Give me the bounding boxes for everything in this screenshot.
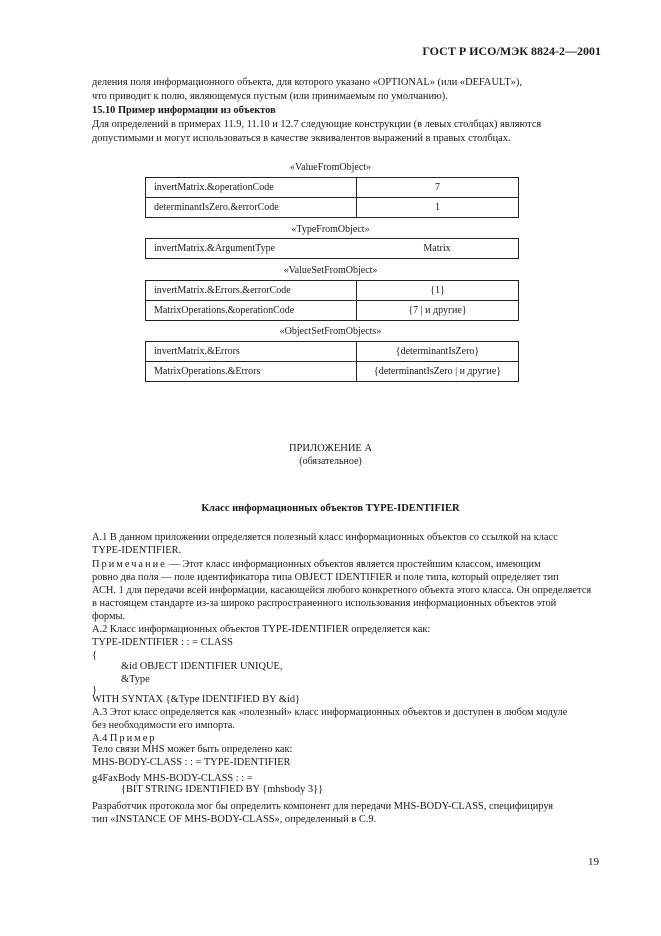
- table-value-set-from-object: [145, 280, 519, 321]
- table-row: [146, 239, 519, 259]
- table-cell: invertMatrix.&ArgumentType: [146, 239, 357, 259]
- page-header-title: ГОСТ Р ИСО/МЭК 8824-2—2001: [422, 44, 601, 58]
- final-line1: Разработчик протокола мог бы определить компонент для передачи MHS-BODY-CLASS, специфицируя: [92, 801, 554, 812]
- appendix-title: ПРИЛОЖЕНИЕ А: [288, 443, 373, 454]
- table-cell: Matrix: [356, 239, 519, 259]
- table-cell: 1: [357, 198, 519, 218]
- table-caption-object-set-from-objects: «ObjectSetFromObjects»: [279, 326, 382, 337]
- note-line4: в настоящем стандарте из-за широко распространенного использования информационных объектов этой: [92, 598, 557, 609]
- table-cell: determinantIsZero.&errorCode: [146, 198, 357, 218]
- a4-line2: Тело связи MHS может быть определено как:: [92, 744, 293, 755]
- code-line: {BIT STRING IDENTIFIED BY {mhsbody 3}}: [121, 784, 324, 795]
- a2-line1: А.2 Класс информационных объектов TYPE-IDENTIFIER определяется как:: [92, 624, 431, 635]
- table-cell: {determinantIsZero | и другие}: [357, 362, 519, 382]
- table-row: [146, 178, 519, 198]
- intro-para2-line2: допустимыми и могут использоваться в качестве эквивалентов выражений в правых столбцах.: [92, 133, 511, 144]
- note-line2: ровно два поля — поле идентификатора типа OBJECT IDENTIFIER и поле типа, который определяет тип: [92, 572, 559, 583]
- table-cell: invertMatrix.&Errors: [146, 342, 357, 362]
- code-line: TYPE-IDENTIFIER : : = CLASS: [92, 637, 233, 648]
- code-line: }: [92, 685, 97, 696]
- table-caption-value-set-from-object: «ValueSetFromObject»: [283, 265, 378, 276]
- a1-line1: А.1 В данном приложении определяется полезный класс информационных объектов со ссылкой на класс: [92, 532, 558, 543]
- a3-line1: А.3 Этот класс определяется как «полезный» класс информационных объектов и доступен в любом модуле: [92, 707, 568, 718]
- note-line1: [92, 558, 600, 572]
- appendix-heading: Класс информационных объектов TYPE-IDENTIFIER: [201, 503, 460, 514]
- table-caption-value-from-object: «ValueFromObject»: [289, 162, 372, 173]
- table-cell: invertMatrix.&operationCode: [146, 178, 357, 198]
- table-row: [146, 362, 519, 382]
- section-heading: 15.10 Пример информации из объектов: [92, 105, 276, 116]
- intro-para1-line1: деления поля информационного объекта, для которого указано «OPTIONAL» (или «DEFAULT»),: [92, 77, 522, 88]
- code-line: WITH SYNTAX {&Type IDENTIFIED BY &id}: [92, 694, 301, 705]
- table-cell: {7 | и другие}: [357, 301, 519, 321]
- table-value-from-object: [145, 177, 519, 218]
- table-type-from-object: [145, 238, 519, 259]
- code-line: MHS-BODY-CLASS : : = TYPE-IDENTIFIER: [92, 757, 291, 768]
- final-line2: тип «INSTANCE OF MHS-BODY-CLASS», определенный в С.9.: [92, 814, 377, 825]
- table-row: [146, 342, 519, 362]
- table-row: [146, 301, 519, 321]
- note-label: Примечание: [92, 559, 167, 570]
- table-row: [146, 281, 519, 301]
- table-cell: {1}: [357, 281, 519, 301]
- code-line: &Type: [121, 674, 150, 685]
- code-line: &id OBJECT IDENTIFIER UNIQUE,: [121, 661, 283, 672]
- note-line1-text: — Этот класс информационных объектов является простейшим классом, имеющим: [166, 559, 541, 570]
- intro-para2-line1: Для определений в примерах 11.9, 11.10 и 12.7 следующие конструкции (в левых столбцах) являются: [92, 119, 542, 130]
- a4-example: Пример: [109, 733, 157, 744]
- a1-line2: TYPE-IDENTIFIER.: [92, 545, 182, 556]
- table-cell: MatrixOperations.&operationCode: [146, 301, 357, 321]
- page-number: 19: [588, 856, 599, 868]
- table-cell: {determinantIsZero}: [357, 342, 519, 362]
- table-caption-type-from-object: «TypeFromObject»: [291, 224, 370, 235]
- table-row: [146, 198, 519, 218]
- table-cell: 7: [357, 178, 519, 198]
- note-line5: формы.: [92, 611, 126, 622]
- appendix-subtitle: (обязательное): [299, 456, 362, 467]
- a3-line2: без необходимости его импорта.: [92, 720, 235, 731]
- table-cell: MatrixOperations.&Errors: [146, 362, 357, 382]
- code-line: g4FaxBody MHS-BODY-CLASS : : =: [92, 773, 253, 784]
- code-line: {: [92, 650, 97, 661]
- table-object-set-from-objects: [145, 341, 519, 382]
- a4-label: А.4: [92, 733, 108, 744]
- note-line3: АСН. 1 для передачи всей информации, касающейся любого конкретного объекта этого класса. Он определяется: [92, 585, 592, 596]
- table-cell: invertMatrix.&Errors.&errorCode: [146, 281, 357, 301]
- intro-para1-line2: что приводит к полю, являющемуся пустым (или принимаемым по умолчанию).: [92, 91, 448, 102]
